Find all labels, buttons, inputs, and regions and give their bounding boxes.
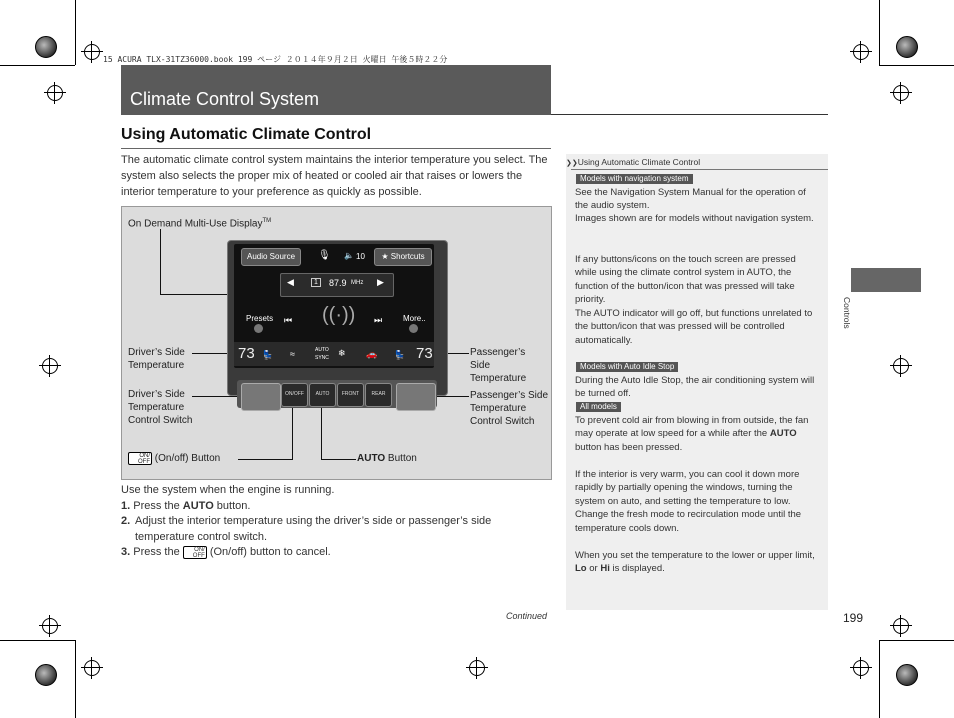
volume-level: 10 — [356, 252, 365, 261]
onoff-button-icon: ON/ OFF — [128, 452, 152, 465]
onoff-hardware-button[interactable]: ON/OFF — [281, 383, 308, 407]
chapter-tab[interactable] — [851, 268, 921, 292]
onoff-button-icon: ON/ OFF — [183, 546, 207, 559]
tag-all-models: All models — [576, 402, 621, 412]
label-passenger-temp: Passenger’s Side Temperature — [470, 347, 527, 384]
seek-back-icon[interactable]: ⏮ — [284, 315, 293, 325]
sidebar-idle-text: During the Auto Idle Stop, the air conditioning system will be turned off. — [575, 375, 815, 400]
sidebar-heading: ❯❯Using Automatic Climate Control — [566, 157, 701, 167]
arrow-icon: ❯❯ — [566, 160, 578, 167]
label-onoff-button: ON/ OFF (On/off) Button — [128, 452, 220, 465]
steps-lead: Use the system when the engine is running. — [121, 484, 335, 496]
sidebar-buttons-text: If any buttons/icons on the touch screen are pressed while using the climate control system in AUTO, the function of the button/icon that was pressed will take priority. — [575, 254, 796, 306]
speaker-icon: 🔈 — [344, 251, 354, 260]
tuner-bar — [280, 273, 394, 297]
preset-number: 1 — [311, 278, 321, 287]
title-rule — [551, 114, 828, 115]
registration-sphere-icon — [35, 664, 57, 686]
label-driver-temp: Driver’s Side Temperature — [128, 347, 185, 371]
driver-temp-value: 73 — [238, 345, 255, 362]
tune-down-icon[interactable]: ◀ — [287, 277, 294, 287]
continued-label: Continued — [506, 611, 548, 621]
step-1: 1. Press the AUTO button. — [121, 499, 251, 512]
sidebar-warm-text: If the interior is very warm, you can cool it down more rapidly by partially opening the windows, turning the system on auto, and setting the temperature to low. Change the fresh mode to recirculation mode until the temperature cools down. — [575, 469, 802, 534]
driver-seat-icon[interactable]: 💺 — [262, 350, 274, 360]
rear-defrost-button[interactable]: REAR — [365, 383, 392, 407]
driver-temp-switch[interactable] — [241, 383, 281, 411]
shortcuts-button[interactable]: ★ Shortcuts — [374, 248, 432, 266]
fan-speed-icon[interactable]: ❄ — [338, 348, 346, 358]
sync-indicator: SYNC — [315, 355, 329, 361]
radio-antenna-icon: ((·)) — [322, 304, 356, 326]
star-icon: ★ — [381, 252, 391, 261]
section-rule — [121, 148, 551, 149]
sidebar-images-text: Images shown are for models without navigation system. — [575, 213, 814, 224]
passenger-seat-icon[interactable]: 💺 — [394, 350, 406, 360]
passenger-temp-switch[interactable] — [396, 383, 436, 411]
passenger-temp-value: 73 — [416, 345, 433, 362]
sidebar-indicator-text: The AUTO indicator will go off, but functions unrelated to the button/icon that was pressed will be controlled automatically. — [575, 308, 813, 346]
tag-navigation: Models with navigation system — [576, 174, 693, 184]
tag-idle-stop: Models with Auto Idle Stop — [576, 362, 678, 372]
steps — [121, 483, 553, 561]
sidebar-rule — [571, 169, 828, 170]
tune-up-icon[interactable]: ▶ — [377, 277, 384, 287]
section-title: Using Automatic Climate Control — [121, 126, 372, 143]
auto-hardware-button[interactable]: AUTO — [309, 383, 336, 407]
label-driver-switch: Driver’s Side Temperature Control Switch — [128, 389, 193, 426]
registration-sphere-icon — [35, 36, 57, 58]
frequency: 87.9 — [329, 278, 347, 288]
page-number: 199 — [843, 611, 864, 625]
recirculation-icon[interactable]: 🚗 — [366, 349, 378, 359]
seek-forward-icon[interactable]: ⏭ — [374, 315, 383, 325]
front-defrost-button[interactable]: FRONT — [337, 383, 364, 407]
chapter-title: Climate Control System — [130, 89, 320, 109]
label-auto-button: AUTO Button — [357, 453, 417, 464]
sidebar-fan-text: To prevent cold air from blowing in from outside, the fan may operate at low speed for a while after the AUTO button has been pressed. — [575, 415, 809, 453]
step-3: 3. Press the ON/ OFF (On/off) button to cancel. — [121, 546, 331, 559]
fan-mode-icon[interactable]: ≈ — [290, 349, 295, 359]
presets-label: Presets — [246, 314, 274, 323]
mic-icon: 🎙 — [318, 250, 331, 261]
more-button[interactable] — [409, 324, 418, 333]
more-label: More.. — [403, 314, 426, 323]
sidebar-limit-text: When you set the temperature to the lower or upper limit, Lo or Hi is displayed. — [575, 550, 815, 575]
registration-sphere-icon — [896, 36, 918, 58]
book-header: 15 ACURA TLX-31TZ36000.book 199 ページ ２０１４年９月２日 火曜日 午後５時２２分 — [103, 55, 448, 64]
sidebar-nav-text: See the Navigation System Manual for the operation of the audio system. — [575, 187, 806, 212]
intro-paragraph: The automatic climate control system maintains the interior temperature you select. The system also selects the proper mix of heated or cooled air that raises or lowers the interior temperature to your preference as quickly as possible. — [121, 154, 548, 198]
label-display: On Demand Multi-Use Display™ — [128, 218, 272, 230]
registration-sphere-icon — [896, 664, 918, 686]
step-2: 2. Adjust the interior temperature using the driver’s side or passenger’s side temperature control switch. — [121, 515, 492, 543]
label-passenger-switch: Passenger’s Side Temperature Control Switch — [470, 390, 549, 427]
presets-button[interactable] — [254, 324, 263, 333]
chapter-tab-label: Controls — [842, 297, 852, 329]
audio-source-button[interactable]: Audio Source — [241, 248, 301, 266]
frequency-unit: MHz — [351, 280, 364, 286]
auto-indicator: AUTO — [315, 347, 329, 353]
